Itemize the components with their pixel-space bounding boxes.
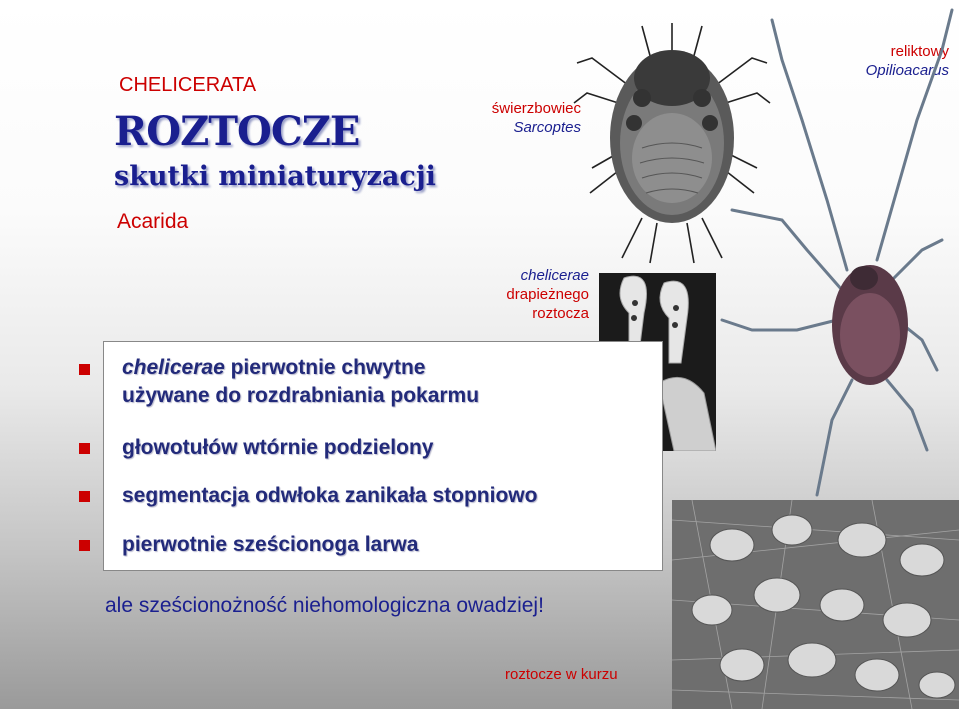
bullet-marker <box>79 443 90 454</box>
chelicerae-caption <box>506 266 589 323</box>
dust-mites-image <box>672 500 959 709</box>
slide-title: ROZTOCZE <box>114 108 360 155</box>
bullet-marker <box>79 540 90 551</box>
chelicerae-caption-line3: roztocza <box>532 305 589 322</box>
bullet-marker <box>79 364 90 375</box>
sarcoptes-common-name: świerzbowiec <box>491 100 581 117</box>
bullet-item-chelicerae <box>122 354 479 410</box>
dust-mites-caption: roztocze w kurzu <box>505 666 618 683</box>
bullet-item-prosoma: głowotułów wtórnie podzielony <box>122 436 434 459</box>
opilioacarus-common-name: reliktowy <box>890 43 949 60</box>
bullet-item-larva: pierwotnie sześcionoga larwa <box>122 533 419 556</box>
bullet-item-segmentation: segmentacja odwłoka zanikała stopniowo <box>122 484 538 507</box>
footer-statement: ale sześcionożność niehomologiczna owadziej! <box>105 594 544 617</box>
bullet-marker <box>79 491 90 502</box>
chelicerae-caption-line1: chelicerae <box>520 267 589 284</box>
category-label: CHELICERATA <box>119 74 257 96</box>
bullet-text-line2: używane do rozdrabniania pokarmu <box>122 384 480 407</box>
bullet-italic-term: chelicerae <box>122 356 225 379</box>
opilioacarus-latin-name: Opilioacarus <box>865 62 949 79</box>
slide-subtitle: skutki miniaturyzacji <box>114 161 436 192</box>
order-label: Acarida <box>117 210 189 233</box>
sarcoptes-caption <box>492 99 581 137</box>
opilioacarus-mite-image <box>712 0 959 500</box>
sarcoptes-latin-name: Sarcoptes <box>513 119 581 136</box>
chelicerae-caption-line2: drapieżnego <box>506 286 589 303</box>
bullet-text-rest: pierwotnie chwytne <box>224 356 426 379</box>
